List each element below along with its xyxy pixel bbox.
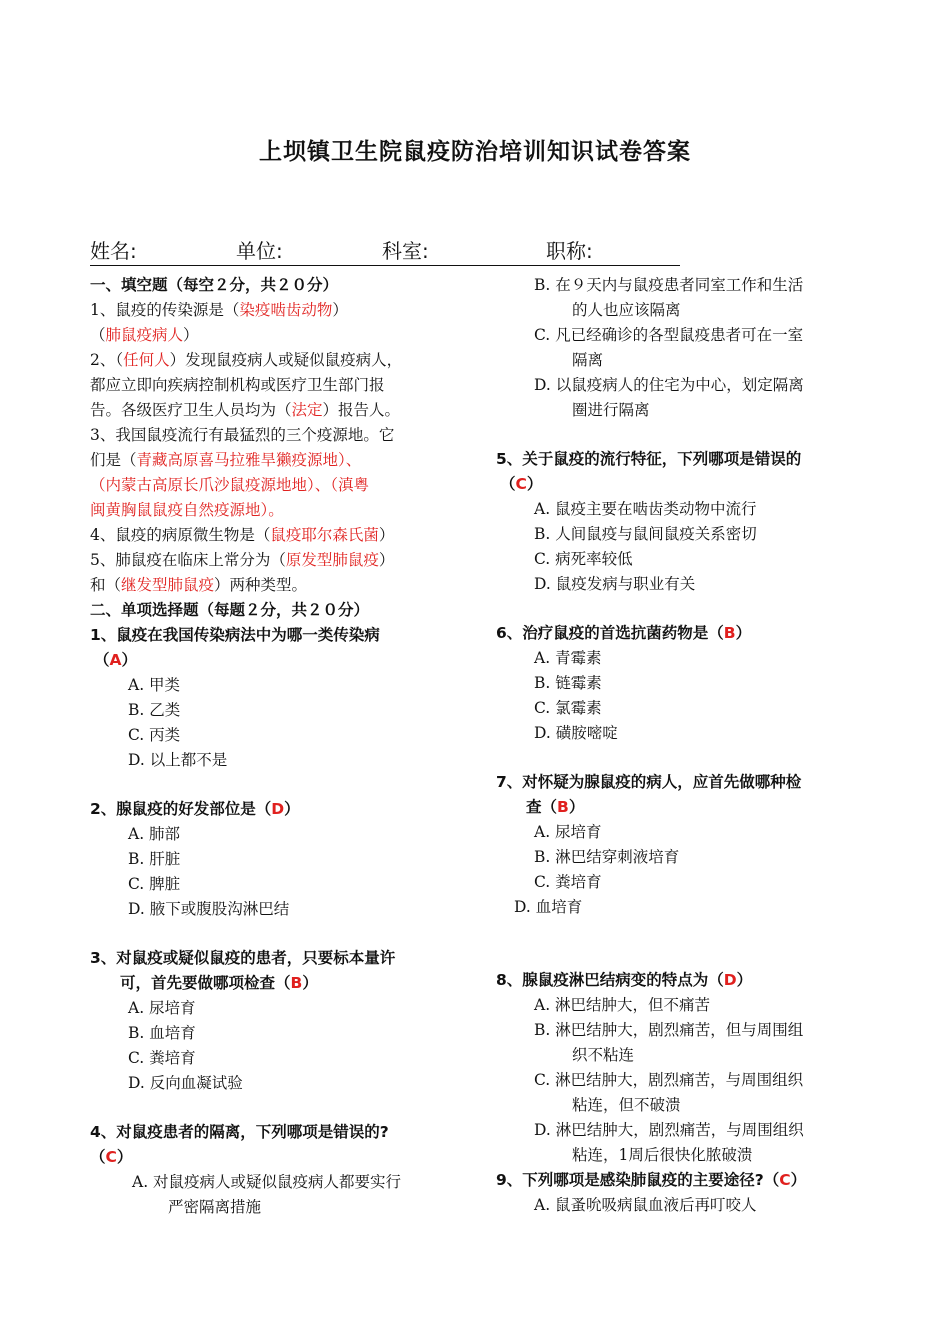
answer: B <box>723 624 736 642</box>
option-cont: 粘连，但不破溃 <box>572 1096 681 1114</box>
fill-q4: 4、鼠疫的病原微生物是（鼠疫耶尔森氏菌） <box>90 526 395 544</box>
option: A. 淋巴结肿大，但不痛苦 <box>534 996 711 1014</box>
mc-q3-stem: 3、对鼠疫或疑似鼠疫的患者，只要标本量许 <box>90 949 396 967</box>
option: A. 甲类 <box>128 676 181 694</box>
mc-q8-stem: 8、腺鼠疫淋巴结病变的特点为（D） <box>496 971 753 989</box>
option: C. 淋巴结肿大，剧烈痛苦，与周围组织 <box>534 1071 804 1089</box>
left-column <box>90 273 460 1220</box>
answer: 法定 <box>291 401 323 419</box>
option-cont: 隔离 <box>572 351 604 369</box>
option-cont: 粘连，1周后很快化脓破溃 <box>572 1146 753 1164</box>
fill-q1-line2: （肺鼠疫病人） <box>90 326 199 344</box>
option: A. 对鼠疫病人或疑似鼠疫病人都要实行 <box>132 1173 402 1191</box>
option: B. 淋巴结肿大，剧烈痛苦，但与周围组 <box>534 1021 804 1039</box>
answer: 任何人 <box>123 351 170 369</box>
fill-q5-line2: 和（继发型肺鼠疫）两种类型。 <box>90 576 308 594</box>
option: A. 鼠疫主要在啮齿类动物中流行 <box>534 500 757 518</box>
option: C. 粪培育 <box>128 1049 196 1067</box>
option: B. 在９天内与鼠疫患者同室工作和生活 <box>534 276 804 294</box>
unit-label: 单位: <box>236 239 283 263</box>
answer: 继发型肺鼠疫 <box>121 576 215 594</box>
answer: D <box>271 800 285 818</box>
option: D. 以鼠疫病人的住宅为中心，划定隔离 <box>534 376 804 394</box>
mc-q7-stem: 7、对怀疑为腺鼠疫的病人，应首先做哪种检 <box>496 773 802 791</box>
answer: A <box>109 651 122 669</box>
answer: 鼠疫耶尔森氏菌 <box>270 526 379 544</box>
section1-heading: 一、填空题（每空２分，共２０分） <box>90 276 339 294</box>
option: A. 青霉素 <box>534 649 602 667</box>
option: C. 氯霉素 <box>534 699 602 717</box>
page-title: 上坝镇卫生院鼠疫防治培训知识试卷答案 <box>259 139 691 165</box>
option-cont: 的人也应该隔离 <box>572 301 681 319</box>
fill-q2-line3: 告。各级医疗卫生人员均为（法定）报告人。 <box>90 401 401 419</box>
fill-q3-line3: （内蒙古高原长爪沙鼠疫源地地）、（滇粤 <box>90 476 370 494</box>
fill-q3-line1: 3、我国鼠疫流行有最猛烈的三个疫源地。它 <box>90 426 395 444</box>
option: C. 丙类 <box>128 726 181 744</box>
option-cont: 严密隔离措施 <box>168 1198 262 1216</box>
option: C. 病死率较低 <box>534 550 633 568</box>
mc-q6-stem: 6、治疗鼠疫的首选抗菌药物是（B） <box>496 624 752 642</box>
section2-heading: 二、单项选择题（每题２分，共２０分） <box>90 601 370 619</box>
answer: 肺鼠疫病人 <box>105 326 184 344</box>
option: B. 乙类 <box>128 701 181 719</box>
mc-q4-answer-line: （C） <box>90 1148 133 1166</box>
mc-q7-answer-line: 查（B） <box>526 798 585 816</box>
answer: C <box>779 1171 791 1189</box>
answer: D <box>723 971 737 989</box>
answer: B <box>557 798 569 816</box>
option: A. 尿培育 <box>128 999 196 1017</box>
option-cont: 圈进行隔离 <box>572 401 650 419</box>
option: A. 肺部 <box>128 825 181 843</box>
option: D. 淋巴结肿大，剧烈痛苦，与周围组织 <box>534 1121 804 1139</box>
dept-label: 科室: <box>382 239 429 263</box>
fill-q1-line1: 1、鼠疫的传染源是（染疫啮齿动物） <box>90 301 348 319</box>
option: A. 鼠蚤吮吸病鼠血液后再叮咬人 <box>534 1196 757 1214</box>
option: C. 粪培育 <box>534 873 602 891</box>
fill-q5-line1: 5、肺鼠疫在临床上常分为（原发型肺鼠疫） <box>90 551 395 569</box>
answer: 原发型肺鼠疫 <box>285 551 379 569</box>
answer: B <box>290 974 303 992</box>
name-label: 姓名: <box>90 239 137 263</box>
fill-q3-line4: 闽黄胸鼠鼠疫自然疫源地）。 <box>90 501 284 519</box>
mc-q2-stem: 2、腺鼠疫的好发部位是（D） <box>90 800 300 818</box>
option: B. 淋巴结穿刺液培育 <box>534 848 680 866</box>
option: B. 肝脏 <box>128 850 181 868</box>
right-column <box>496 273 866 1218</box>
mc-q9-stem: 9、下列哪项是感染肺鼠疫的主要途径?（C） <box>496 1171 807 1189</box>
option: D. 以上都不是 <box>128 751 228 769</box>
option: B. 链霉素 <box>534 674 602 692</box>
option: D. 腋下或腹股沟淋巴结 <box>128 900 290 918</box>
answer: C <box>105 1148 117 1166</box>
info-header <box>90 235 680 266</box>
option-cont: 织不粘连 <box>572 1046 635 1064</box>
option: C. 脾脏 <box>128 875 181 893</box>
option: D. 血培育 <box>514 898 583 916</box>
mc-q3-answer-line: 可，首先要做哪项检查（B） <box>120 974 318 992</box>
mc-q4-stem: 4、对鼠疫患者的隔离，下列哪项是错误的? <box>90 1123 389 1141</box>
option: B. 血培育 <box>128 1024 196 1042</box>
mc-q1-answer-line: （A） <box>94 651 138 669</box>
option: D. 反向血凝试验 <box>128 1074 243 1092</box>
mc-q5-stem: 5、关于鼠疫的流行特征，下列哪项是错误的 <box>496 450 802 468</box>
answer: 染疫啮齿动物 <box>239 301 333 319</box>
option: B. 人间鼠疫与鼠间鼠疫关系密切 <box>534 525 757 543</box>
option: C. 凡已经确诊的各型鼠疫患者可在一室 <box>534 326 804 344</box>
answer: 青藏高原喜马拉雅旱獭疫源地）、 <box>136 451 362 469</box>
fill-q3-line2: 们是（青藏高原喜马拉雅旱獭疫源地）、 <box>90 451 362 469</box>
option: A. 尿培育 <box>534 823 602 841</box>
mc-q1-stem: 1、鼠疫在我国传染病法中为哪一类传染病 <box>90 626 380 644</box>
mc-q5-answer-line: （C） <box>500 475 543 493</box>
option: D. 磺胺嘧啶 <box>534 724 618 742</box>
rank-label: 职称: <box>546 239 593 263</box>
answer: C <box>515 475 527 493</box>
fill-q2-line1: 2、（任何人）发现鼠疫病人或疑似鼠疫病人， <box>90 351 403 369</box>
option: D. 鼠疫发病与职业有关 <box>534 575 696 593</box>
fill-q2-line2: 都应立即向疾病控制机构或医疗卫生部门报 <box>90 376 385 394</box>
